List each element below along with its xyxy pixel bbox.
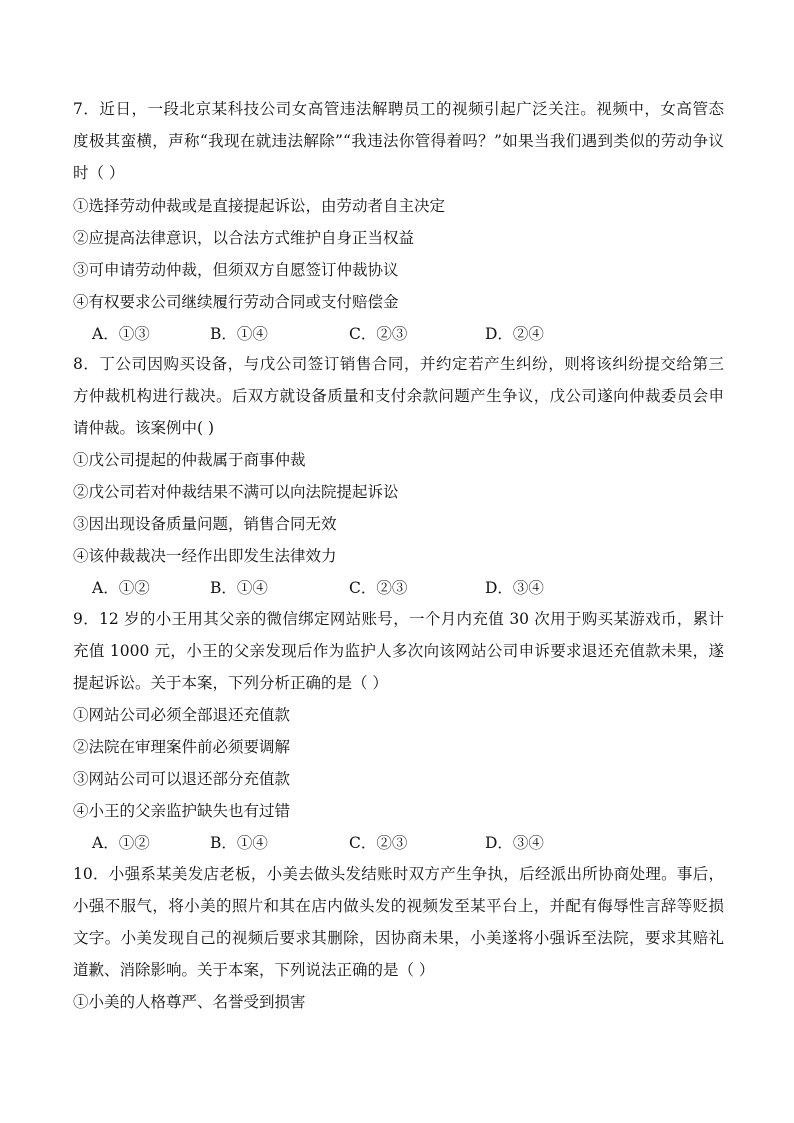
option-a[interactable]: A．①② bbox=[92, 834, 150, 852]
option-c[interactable]: C．②③ bbox=[349, 579, 408, 597]
question-stem-line: 文字。小美发现自己的视频后要求其删除，因协商未果，小美遂将小强诉至法院，要求其赔礼 bbox=[73, 929, 724, 947]
statement-item: ②法院在审理案件前必须要调解 bbox=[73, 738, 291, 756]
statement-item: ①选择劳动仲裁或是直接提起诉讼，由劳动者自主决定 bbox=[73, 197, 446, 215]
question-stem-line: 请仲裁。该案例中( ) bbox=[73, 419, 215, 437]
question-stem-line: 10．小强系某美发店老板，小美去做头发结账时双方产生争执，后经派出所协商处理。事后， bbox=[73, 865, 724, 883]
option-c[interactable]: C．②③ bbox=[349, 325, 408, 343]
statement-item: ②应提高法律意识，以合法方式维护自身正当权益 bbox=[73, 229, 415, 247]
statement-item: ②戊公司若对仲裁结果不满可以向法院提起诉讼 bbox=[73, 483, 399, 501]
question-stem-line: 提起诉讼。关于本案，下列分析正确的是（ ） bbox=[73, 674, 388, 692]
option-d[interactable]: D．③④ bbox=[485, 834, 544, 852]
statement-item: ④该仲裁裁决一经作出即发生法律效力 bbox=[73, 547, 337, 565]
question-stem-line: 道歉、消除影响。关于本案，下列说法正确的是（ ） bbox=[73, 961, 435, 979]
statement-item: ①网站公司必须全部退还充值款 bbox=[73, 706, 291, 724]
question-stem-line: 时（ ） bbox=[73, 164, 125, 182]
option-d[interactable]: D．②④ bbox=[485, 325, 544, 343]
statement-item: ④有权要求公司继续履行劳动合同或支付赔偿金 bbox=[73, 293, 399, 311]
statement-item: ④小王的父亲监护缺失也有过错 bbox=[73, 802, 291, 820]
statement-item: ①戊公司提起的仲裁属于商事仲裁 bbox=[73, 451, 306, 469]
statement-item: ③网站公司可以退还部分充值款 bbox=[73, 770, 291, 788]
question-stem-line: 8．丁公司因购买设备，与戊公司签订销售合同，并约定若产生纠纷，则将该纠纷提交给第三 bbox=[73, 355, 724, 373]
option-b[interactable]: B．①④ bbox=[210, 579, 268, 597]
statement-item: ①小美的人格尊严、名誉受到损害 bbox=[73, 993, 306, 1011]
option-b[interactable]: B．①④ bbox=[210, 325, 268, 343]
question-stem-line: 9．12 岁的小王用其父亲的微信绑定网站账号，一个月内充值 30 次用于购买某游戏币，累计 bbox=[73, 610, 724, 628]
statement-item: ③因出现设备质量问题，销售合同无效 bbox=[73, 515, 337, 533]
option-d[interactable]: D．③④ bbox=[485, 579, 544, 597]
option-a[interactable]: A．①③ bbox=[92, 325, 150, 343]
option-c[interactable]: C．②③ bbox=[349, 834, 408, 852]
statement-item: ③可申请劳动仲裁，但须双方自愿签订仲裁协议 bbox=[73, 261, 399, 279]
question-stem-line: 度极其蛮横，声称“我现在就违法解除”“我违法你管得着吗？”如果当我们遇到类似的劳动争议 bbox=[73, 132, 724, 150]
question-stem-line: 小强不服气，将小美的照片和其在店内做头发的视频发至某平台上，并配有侮辱性言辞等贬损 bbox=[73, 897, 724, 915]
question-stem-line: 充值 1000 元，小王的父亲发现后作为监护人多次向该网站公司申诉要求退还充值款未果，遂 bbox=[73, 642, 724, 660]
question-stem-line: 方仲裁机构进行裁决。后双方就设备质量和支付余款问题产生争议，戊公司遂向仲裁委员会申 bbox=[73, 387, 724, 405]
option-b[interactable]: B．①④ bbox=[210, 834, 268, 852]
option-a[interactable]: A．①② bbox=[92, 579, 150, 597]
question-stem-line: 7．近日，一段北京某科技公司女高管违法解聘员工的视频引起广泛关注。视频中，女高管态 bbox=[73, 100, 724, 118]
